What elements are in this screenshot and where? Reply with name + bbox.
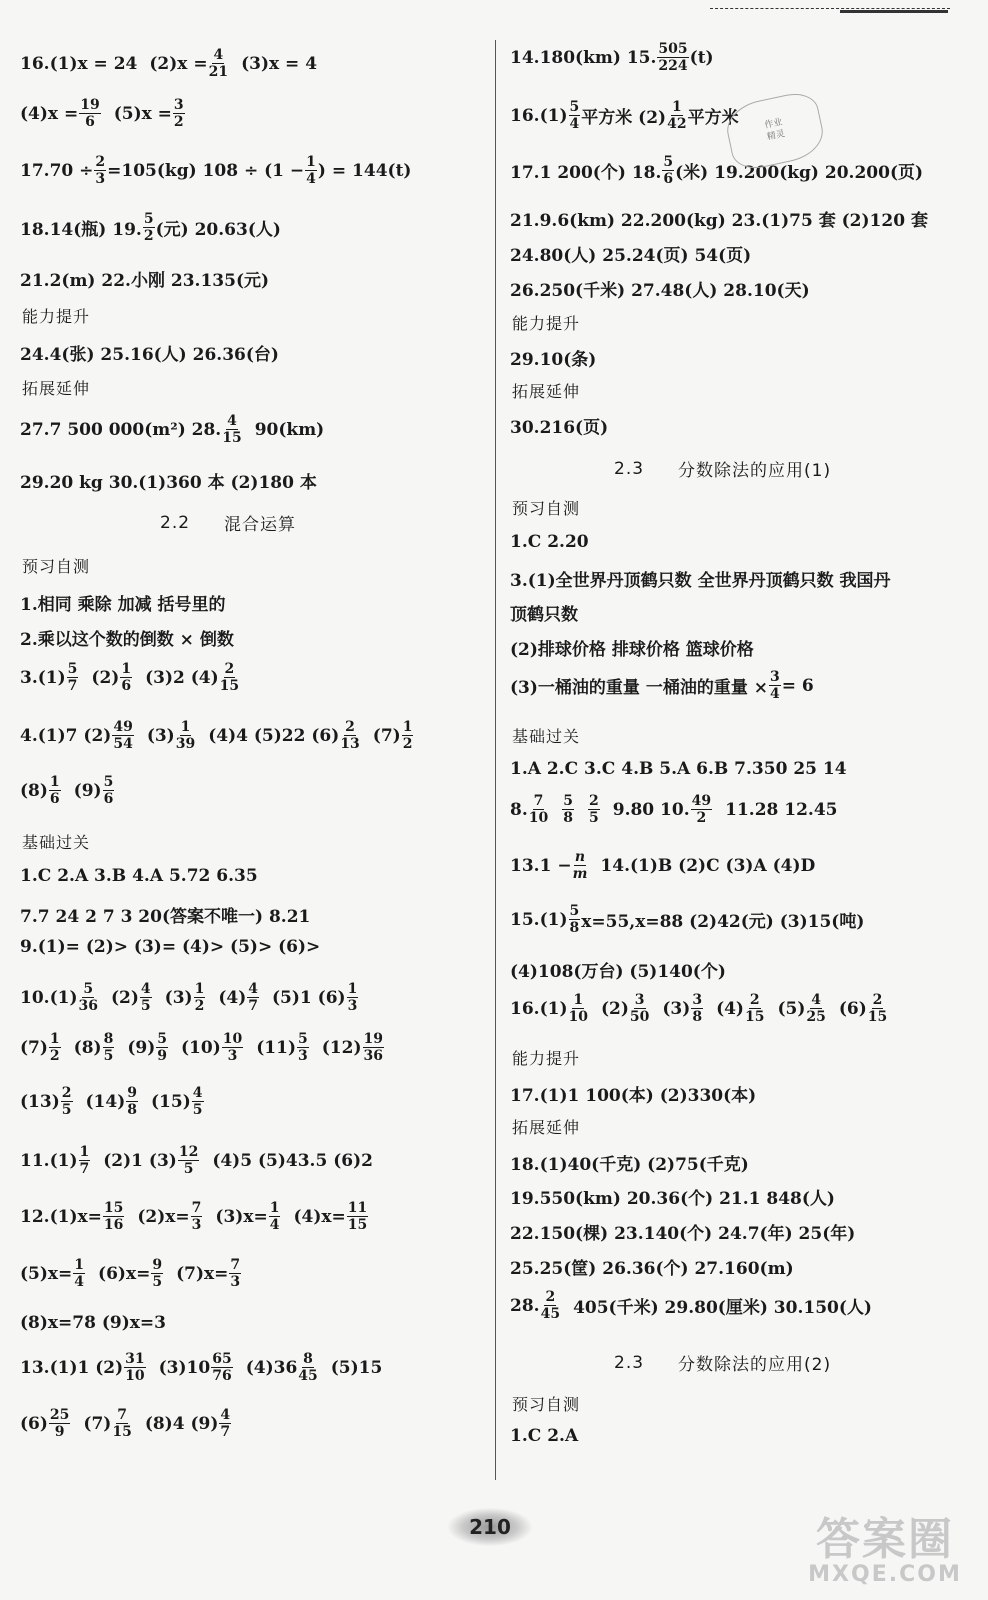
ext-22-right: 22.150(棵) 23.140(个) 24.7(年) 25(年) (510, 1224, 856, 1244)
section-heading: 拓展延伸 (512, 1118, 581, 1137)
answer-14: 14.180(km) 15. $\frac{505}{224}$ (t) (510, 41, 714, 74)
answer-text: 16.(1)x = 24 (20, 53, 138, 74)
basic-9: 9.(1)= (2)> (3)= (4)> (5)> (6)> (20, 937, 321, 957)
fraction: $\frac{n}{m}$ (572, 849, 588, 882)
section-heading: 能力提升 (512, 314, 581, 333)
fraction: $\frac{9}{8}$ (127, 1085, 137, 1118)
preview-1-right-2: 1.C 2.A (510, 1426, 579, 1446)
answer-16-right: 16.(1) $\frac{5}{4}$ 平方米 (2) $\frac{1}{42}$ 平方米 (510, 99, 739, 132)
column-divider (495, 40, 496, 1480)
answer-18 (20, 212, 281, 243)
fraction: $\frac{7}{3}$ (230, 1257, 241, 1290)
fraction: $\frac{10}{3}$ (222, 1031, 243, 1064)
preview-2: 2.乘以这个数的倒数 × 倒数 (20, 630, 234, 650)
fraction: $\frac{49}{2}$ (691, 793, 712, 826)
fraction: $\frac{1}{4}$ (74, 1257, 85, 1290)
fraction: $\frac{5}{9}$ (157, 1031, 168, 1064)
preview-1-right: 1.C 2.20 (510, 532, 589, 552)
answer-17 (20, 155, 411, 186)
fraction: $\frac{4}{7}$ (220, 1407, 231, 1440)
basic-1: 1.C 2.A 3.B 4.A 5.72 6.35 (20, 866, 258, 886)
fraction: $\frac{1}{7}$ (79, 1144, 90, 1177)
fraction: $\frac{2}{3}$ (95, 154, 106, 187)
fraction: $\frac{3}{2}$ (173, 97, 184, 130)
fraction: $\frac{1}{10}$ (568, 992, 588, 1025)
answer-text: 27.7 500 000(m²) 28. (20, 419, 222, 440)
fraction: $\frac{4}{15}$ (222, 413, 242, 446)
fraction: $\frac{12}{5}$ (178, 1144, 199, 1177)
preview-3: 3.(1) $\frac{5}{7}$ (2) $\frac{1}{6}$ (3)2 (4) $\frac{2}{15}$ (20, 661, 240, 694)
section-title-2-3-2: 2.3 分数除法的应用(2) (614, 1352, 832, 1375)
fraction: $\frac{1}{4}$ (306, 154, 316, 187)
section-heading: 拓展延伸 (22, 379, 91, 398)
fraction: $\frac{25}{9}$ (49, 1407, 70, 1440)
basic-10-cont2: (13) $\frac{2}{5}$ (14) $\frac{9}{8}$ (15) $\frac{4}{5}$ (20, 1085, 203, 1118)
answer-16-line1 (20, 48, 317, 79)
fraction: $\frac{1}{6}$ (49, 774, 60, 807)
basic-1-right: 1.A 2.C 3.C 4.B 5.A 6.B 7.350 25 14 (510, 759, 847, 779)
fraction: $\frac{1}{2}$ (194, 981, 205, 1014)
fraction: $\frac{15}{16}$ (103, 1200, 124, 1233)
section-heading: 拓展延伸 (512, 382, 581, 401)
fraction: $\frac{1}{3}$ (347, 981, 358, 1014)
fraction: $\frac{2}{45}$ (540, 1289, 561, 1322)
fraction: $\frac{8}{45}$ (298, 1351, 318, 1384)
answer-27 (20, 414, 324, 445)
fraction: $\frac{2}{15}$ (744, 992, 765, 1025)
fraction: $\frac{11}{15}$ (347, 1200, 368, 1233)
fraction: $\frac{4}{21}$ (208, 47, 229, 80)
section-heading: 能力提升 (512, 1049, 581, 1068)
section-heading: 基础过关 (22, 833, 91, 852)
answer-text: ) = 144(t) (317, 160, 412, 181)
header-bar (840, 0, 948, 13)
section-heading: 基础过关 (512, 727, 581, 746)
fraction: $\frac{5}{6}$ (103, 774, 114, 807)
answer-21: 21.2(m) 22.小刚 23.135(元) (20, 271, 270, 291)
ext-25-right: 25.25(筐) 26.36(个) 27.160(m) (510, 1259, 794, 1279)
fraction: $\frac{4}{5}$ (140, 981, 151, 1014)
fraction: $\frac{1}{6}$ (121, 661, 132, 694)
fraction: $\frac{5}{2}$ (143, 211, 154, 244)
basic-8-right: 8. $\frac{7}{10}$ $\frac{5}{8}$ $\frac{2}{5}$ 9.80 10. $\frac{49}{2}$ 11.28 12.45 (510, 793, 838, 826)
basic-10: 10.(1) $\frac{5}{36}$ (2) $\frac{4}{5}$ (3) $\frac{1}{2}$ (4) $\frac{4}{7}$ (5)1 (6) $\frac{1}{3}$ (20, 981, 358, 1014)
fraction: $\frac{2}{5}$ (61, 1085, 72, 1118)
preview-4-cont: (8) $\frac{1}{6}$ (9) $\frac{5}{6}$ (20, 774, 114, 807)
answer-16-line2 (20, 98, 186, 129)
answer-17-right: 17.1 200(个) 18. $\frac{5}{6}$ (米) 19.200(kg) 20.200(页) (510, 154, 924, 187)
fraction: $\frac{5}{8}$ (563, 793, 573, 826)
preview-1: 1.相同 乘除 加减 括号里的 (20, 595, 226, 615)
fraction: $\frac{9}{5}$ (152, 1257, 163, 1290)
fraction: $\frac{1}{4}$ (269, 1200, 280, 1233)
fraction: $\frac{4}{7}$ (248, 981, 258, 1014)
fraction: $\frac{7}{10}$ (528, 793, 549, 826)
fraction: $\frac{4}{5}$ (192, 1085, 203, 1118)
preview-3-right-3: (3)一桶油的重量 一桶油的重量 × $\frac{3}{4}$ = 6 (510, 669, 814, 702)
page-number: 210 (448, 1508, 532, 1546)
fraction: $\frac{65}{76}$ (212, 1351, 232, 1384)
fraction: $\frac{31}{10}$ (125, 1351, 145, 1384)
answer-29-right: 29.10(条) (510, 350, 597, 370)
preview-3-right: 3.(1)全世界丹顶鹤只数 全世界丹顶鹤只数 我国丹 (510, 571, 891, 591)
answer-text: (4)x = (20, 103, 79, 124)
fraction: $\frac{4}{25}$ (806, 992, 826, 1025)
basic-13-right: 13.1 − $\frac{n}{m}$ 14.(1)B (2)C (3)A (4)D (510, 849, 816, 882)
basic-7: 7.7 24 2 7 3 20(答案不唯一) 8.21 (20, 907, 311, 927)
section-heading: 预习自测 (22, 557, 91, 576)
basic-12-cont: (5)x= $\frac{1}{4}$ (6)x= $\frac{9}{5}$ (7)x= $\frac{7}{3}$ (20, 1257, 241, 1290)
basic-12-cont2: (8)x=78 (9)x=3 (20, 1313, 166, 1333)
basic-10-cont: (7) $\frac{1}{2}$ (8) $\frac{8}{5}$ (9) $\frac{5}{9}$ (10) $\frac{10}{3}$ (11) $\frac{5}{3}$ (12) $\frac{19}{36}$ (20, 1031, 383, 1064)
fraction: $\frac{5}{8}$ (569, 903, 580, 936)
answer-24: 24.4(张) 25.16(人) 26.36(台) (20, 345, 279, 365)
answer-29: 29.20 kg 30.(1)360 本 (2)180 本 (20, 473, 317, 493)
ability-17-right: 17.(1)1 100(本) (2)330(本) (510, 1086, 757, 1106)
fraction: $\frac{2}{13}$ (340, 719, 360, 752)
preview-4: 4.(1)7 (2) $\frac{49}{54}$ (3) $\frac{1}{39}$ (4)4 (5)22 (6) $\frac{2}{13}$ (7) $\frac{1}{2}$ (20, 719, 413, 752)
answer-text: (元) 20.63(人) (155, 220, 281, 240)
fraction: $\frac{7}{3}$ (191, 1200, 202, 1233)
section-heading: 能力提升 (22, 307, 91, 326)
fraction: $\frac{49}{54}$ (113, 719, 133, 752)
fraction: $\frac{19}{6}$ (80, 97, 100, 130)
ext-28-right: 28. $\frac{2}{45}$ 405(千米) 29.80(厘米) 30.150(人) (510, 1289, 872, 1322)
fraction: $\frac{2}{15}$ (867, 992, 888, 1025)
answer-21-right: 21.9.6(km) 22.200(kg) 23.(1)75 套 (2)120 套 (510, 211, 928, 231)
fraction: $\frac{2}{15}$ (219, 661, 240, 694)
section-title-2-3-1: 2.3 分数除法的应用(1) (614, 458, 832, 481)
fraction: $\frac{5}{7}$ (67, 661, 78, 694)
ext-19-right: 19.550(km) 20.36(个) 21.1 848(人) (510, 1189, 835, 1209)
preview-3-right-cont: 顶鹤只数 (510, 605, 578, 625)
fraction: $\frac{505}{224}$ (658, 41, 688, 74)
fraction: $\frac{5}{3}$ (298, 1031, 308, 1064)
fraction: $\frac{1}{42}$ (667, 99, 687, 132)
stamp-logo: 作业 精灵 (722, 89, 828, 173)
fraction: $\frac{3}{4}$ (770, 669, 780, 702)
answer-26-right: 26.250(千米) 27.48(人) 28.10(天) (510, 281, 810, 301)
ext-18-right: 18.(1)40(千克) (2)75(千克) (510, 1155, 749, 1175)
fraction: $\frac{1}{2}$ (402, 719, 413, 752)
fraction: $\frac{19}{36}$ (363, 1031, 383, 1064)
fraction: $\frac{5}{6}$ (663, 154, 674, 187)
basic-16-right: 16.(1) $\frac{1}{10}$ (2) $\frac{3}{50}$ (3) $\frac{3}{8}$ (4) $\frac{2}{15}$ (5) $\frac{4}{25}$ (6) $\frac{2}{15}$ (510, 992, 888, 1025)
basic-15-right-cont: (4)108(万台) (5)140(个) (510, 962, 726, 982)
fraction: $\frac{2}{5}$ (588, 793, 599, 826)
answer-text: 17.70 ÷ (20, 160, 94, 181)
answer-text: 90(km) (254, 419, 325, 440)
preview-3-right-2: (2)排球价格 排球价格 篮球价格 (510, 640, 754, 660)
fraction: $\frac{5}{36}$ (78, 981, 98, 1014)
section-title-2-2: 2.2 混合运算 (160, 512, 297, 535)
fraction: $\frac{1}{2}$ (49, 1031, 60, 1064)
fraction: $\frac{7}{15}$ (112, 1407, 132, 1440)
section-heading: 预习自测 (512, 499, 581, 518)
answer-text: =105(kg) 108 ÷ (1 − (107, 160, 305, 181)
basic-12: 12.(1)x= $\frac{15}{16}$ (2)x= $\frac{7}{3}$ (3)x= $\frac{1}{4}$ (4)x= $\frac{11}{15}$ (20, 1200, 368, 1233)
answer-30-right: 30.216(页) (510, 418, 609, 438)
basic-15-right: 15.(1) $\frac{5}{8}$ x=55,x=88 (2)42(元) (3)15(吨) (510, 903, 865, 936)
answer-24-right: 24.80(人) 25.24(页) 54(页) (510, 246, 752, 266)
fraction: $\frac{8}{5}$ (103, 1031, 114, 1064)
watermark-logo: 答案圈 MXQE.COM (808, 1514, 962, 1587)
basic-13: 13.(1)1 (2) $\frac{31}{10}$ (3)10 $\frac{65}{76}$ (4)36 $\frac{8}{45}$ (5)15 (20, 1351, 383, 1384)
answer-text: (3)x = 4 (241, 53, 318, 74)
fraction: $\frac{1}{39}$ (175, 719, 196, 752)
answer-text: (2)x = (149, 53, 208, 74)
answer-text: 18.14(瓶) 19. (20, 220, 142, 240)
answer-text: (5)x = (113, 103, 172, 124)
fraction: $\frac{3}{50}$ (629, 992, 650, 1025)
basic-11: 11.(1) $\frac{1}{7}$ (2)1 (3) $\frac{12}{5}$ (4)5 (5)43.5 (6)2 (20, 1144, 373, 1177)
section-heading: 预习自测 (512, 1395, 581, 1414)
basic-13-cont: (6) $\frac{25}{9}$ (7) $\frac{7}{15}$ (8)4 (9) $\frac{4}{7}$ (20, 1407, 231, 1440)
fraction: $\frac{5}{4}$ (569, 99, 580, 132)
fraction: $\frac{3}{8}$ (692, 992, 703, 1025)
